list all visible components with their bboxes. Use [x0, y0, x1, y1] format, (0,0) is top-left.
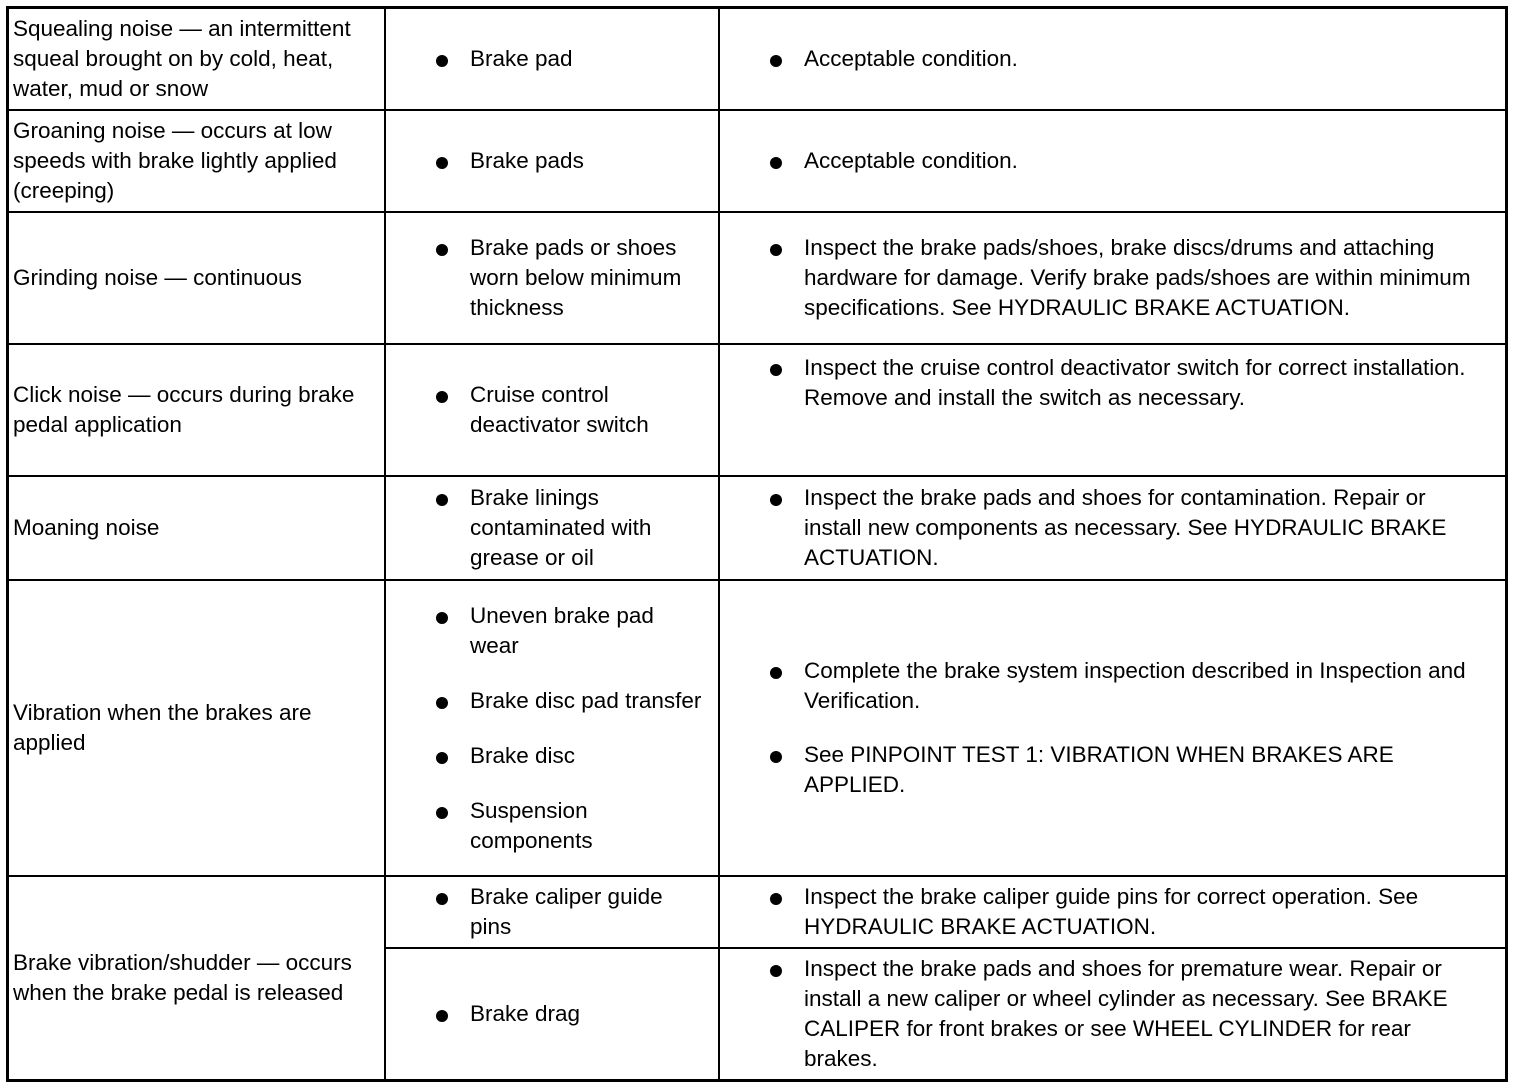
action-cell [720, 345, 1505, 477]
action-item: Acceptable condition. [724, 146, 1501, 176]
action-item: Inspect the brake pads/shoes, brake discs/drums and attaching hardware for damage. Verify brake pads/shoes are within minimum specifications. See HYDRAULIC BRAKE ACTUATION. [724, 233, 1501, 323]
source-item: Brake caliper guide pins [390, 882, 714, 942]
source-item: Brake drag [390, 999, 714, 1029]
source-cell [386, 581, 720, 877]
source-item: Brake pad [390, 44, 714, 74]
action-item: Inspect the brake caliper guide pins for correct operation. See HYDRAULIC BRAKE ACTUATION. [724, 882, 1501, 942]
condition-text: Vibration when the brakes are applied [13, 700, 312, 755]
condition-cell [9, 581, 386, 877]
condition-cell [9, 477, 386, 581]
source-item: Cruise control deactivator switch [390, 380, 714, 440]
action-item: Inspect the cruise control deactivator switch for correct installation. Remove and install the switch as necessary. [724, 353, 1501, 413]
source-item: Brake disc pad transfer [390, 686, 714, 716]
condition-cell [9, 345, 386, 477]
source-cell [386, 949, 720, 1079]
condition-text: Squealing noise — an intermittent squeal brought on by cold, heat, water, mud or snow [13, 16, 351, 101]
condition-text: Click noise — occurs during brake pedal application [13, 382, 355, 437]
source-cell [386, 345, 720, 477]
source-cell [386, 213, 720, 345]
condition-text: Groaning noise — occurs at low speeds with brake lightly applied (creeping) [13, 118, 337, 203]
action-item: Complete the brake system inspection described in Inspection and Verification. [724, 656, 1501, 716]
action-cell [720, 877, 1505, 949]
condition-cell [9, 213, 386, 345]
action-cell [720, 213, 1505, 345]
symptom-chart-table [6, 6, 1508, 1082]
action-item: Inspect the brake pads and shoes for contamination. Repair or install new components as necessary. See HYDRAULIC BRAKE ACTUATION. [724, 483, 1501, 573]
source-cell [386, 111, 720, 213]
source-item: Brake pads or shoes worn below minimum thickness [390, 233, 714, 323]
source-cell [386, 877, 720, 949]
action-item: Acceptable condition. [724, 44, 1501, 74]
source-item: Brake disc [390, 741, 714, 771]
condition-cell [9, 9, 386, 111]
condition-cell [9, 111, 386, 213]
source-cell [386, 9, 720, 111]
condition-text: Brake vibration/shudder — occurs when the brake pedal is released [13, 950, 352, 1005]
source-item: Brake pads [390, 146, 714, 176]
source-item: Brake linings contaminated with grease or oil [390, 483, 714, 573]
action-cell [720, 477, 1505, 581]
source-item: Suspension components [390, 796, 714, 856]
source-cell [386, 477, 720, 581]
action-cell [720, 111, 1505, 213]
source-item: Uneven brake pad wear [390, 601, 714, 661]
action-cell [720, 581, 1505, 877]
condition-text: Moaning noise [13, 515, 160, 540]
action-cell [720, 9, 1505, 111]
action-item: See PINPOINT TEST 1: VIBRATION WHEN BRAKES ARE APPLIED. [724, 740, 1501, 800]
condition-cell [9, 877, 386, 1079]
action-item: Inspect the brake pads and shoes for premature wear. Repair or install a new caliper or wheel cylinder as necessary. See BRAKE CALIPER for front brakes or see WHEEL CYLINDER for rear brakes. [724, 954, 1501, 1074]
condition-text: Grinding noise — continuous [13, 265, 302, 290]
action-cell [720, 949, 1505, 1079]
